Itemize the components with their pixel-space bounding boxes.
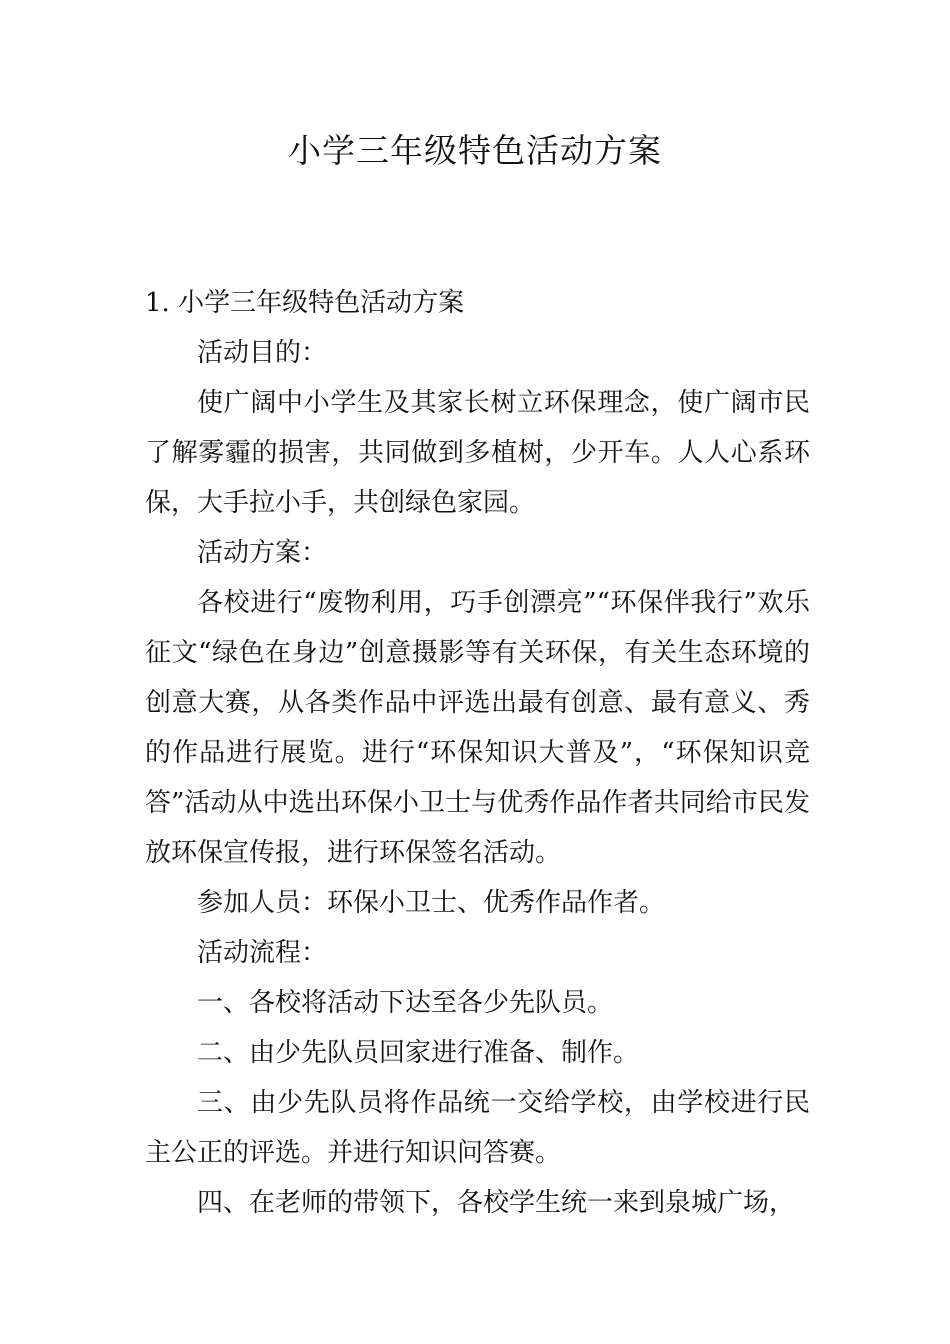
paragraph-step-3: 三、由少先队员将作品统一交给学校，由学校进行民主公正的评选。并进行知识问答赛。 <box>145 1088 810 1168</box>
paragraph-step-1: 一、各校将活动下达至各少先队员。 <box>197 988 614 1018</box>
paragraph-purpose-label: 活动目的： <box>197 338 328 368</box>
paragraph-plan-label: 活动方案： <box>197 538 328 568</box>
paragraph-purpose: 使广阔中小学生及其家长树立环保理念，使广阔市民了解雾霾的损害，共同做到多植树，少开车。人人心系环保，大手拉小手，共创绿色家园。 <box>145 388 810 518</box>
document-body <box>145 278 810 1228</box>
paragraph-process-label: 活动流程： <box>197 938 328 968</box>
paragraph-step-4: 四、在老师的带领下，各校学生统一来到泉城广场， <box>197 1188 796 1218</box>
paragraph-participants: 参加人员：环保小卫士、优秀作品作者。 <box>197 888 666 918</box>
paragraph-plan: 各校进行“废物利用，巧手创漂亮”“环保伴我行”欢乐征文“绿色在身边”创意摄影等有关环保，有关生态环境的创意大赛，从各类作品中评选出最有创意、最有意义、秀的作品进行展览。进行“环保知识大普及”，“环保知识竞答”活动从中选出环保小卫士与优秀作品作者共同给市民发放环保宣传报，进行环保签名活动。 <box>145 588 810 868</box>
paragraph-step-2: 二、由少先队员回家进行准备、制作。 <box>197 1038 640 1068</box>
section-heading: 1. 小学三年级特色活动方案 <box>145 288 465 318</box>
document-title: 小学三年级特色活动方案 <box>288 131 662 170</box>
